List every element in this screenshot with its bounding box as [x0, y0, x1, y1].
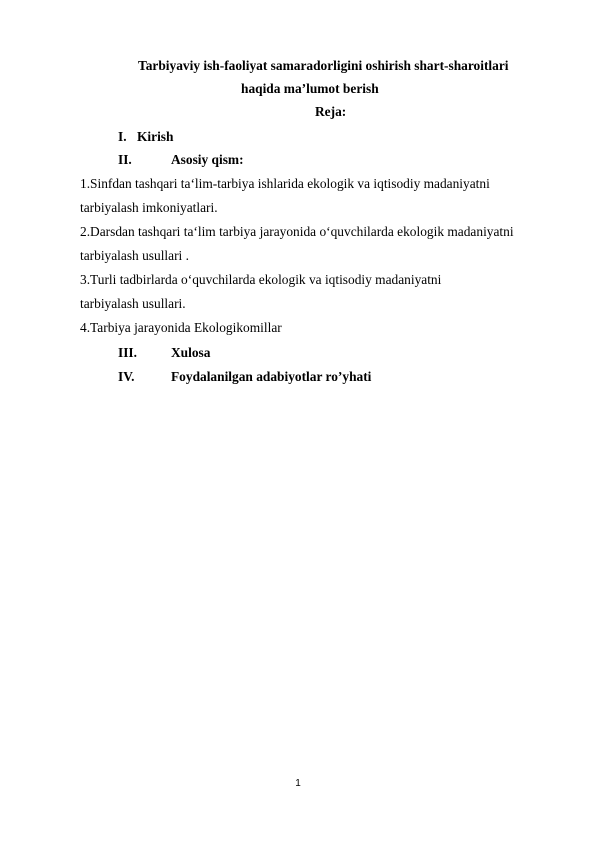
- outline-number: II.: [118, 152, 132, 167]
- page-number: 1: [295, 778, 301, 789]
- plan-heading: Reja:: [315, 104, 347, 119]
- main-item-3-line-2: tarbiyalash usullari.: [80, 296, 186, 311]
- main-item-4-line-1: 4.Tarbiya jarayonida Ekologikomillar: [80, 320, 282, 335]
- outline-label: Kirish: [137, 129, 174, 144]
- main-item-2-line-1: 2.Darsdan tashqari ta‘lim tarbiya jarayonida o‘quvchilarda ekologik madaniyatni: [80, 224, 514, 239]
- document-title-line1: Tarbiyaviy ish-faoliyat samaradorligini oshirish shart-sharoitlari: [138, 58, 509, 73]
- outline-number: III.: [118, 345, 137, 360]
- main-item-3-line-1: 3.Turli tadbirlarda o‘quvchilarda ekologik va iqtisodiy madaniyatni: [80, 272, 442, 287]
- main-item-2-line-2: tarbiyalash usullari .: [80, 248, 189, 263]
- document-title-line2: haqida ma’lumot berish: [241, 81, 379, 96]
- outline-label: Foydalanilgan adabiyotlar ro’yhati: [171, 369, 372, 384]
- main-item-1-line-1: 1.Sinfdan tashqari ta‘lim-tarbiya ishlarida ekologik va iqtisodiy madaniyatni: [80, 176, 490, 191]
- main-item-1-line-2: tarbiyalash imkoniyatlari.: [80, 200, 218, 215]
- outline-label: Asosiy qism:: [171, 152, 244, 167]
- outline-label: Xulosa: [171, 345, 211, 360]
- outline-number: I.: [118, 129, 127, 144]
- outline-number: IV.: [118, 369, 135, 384]
